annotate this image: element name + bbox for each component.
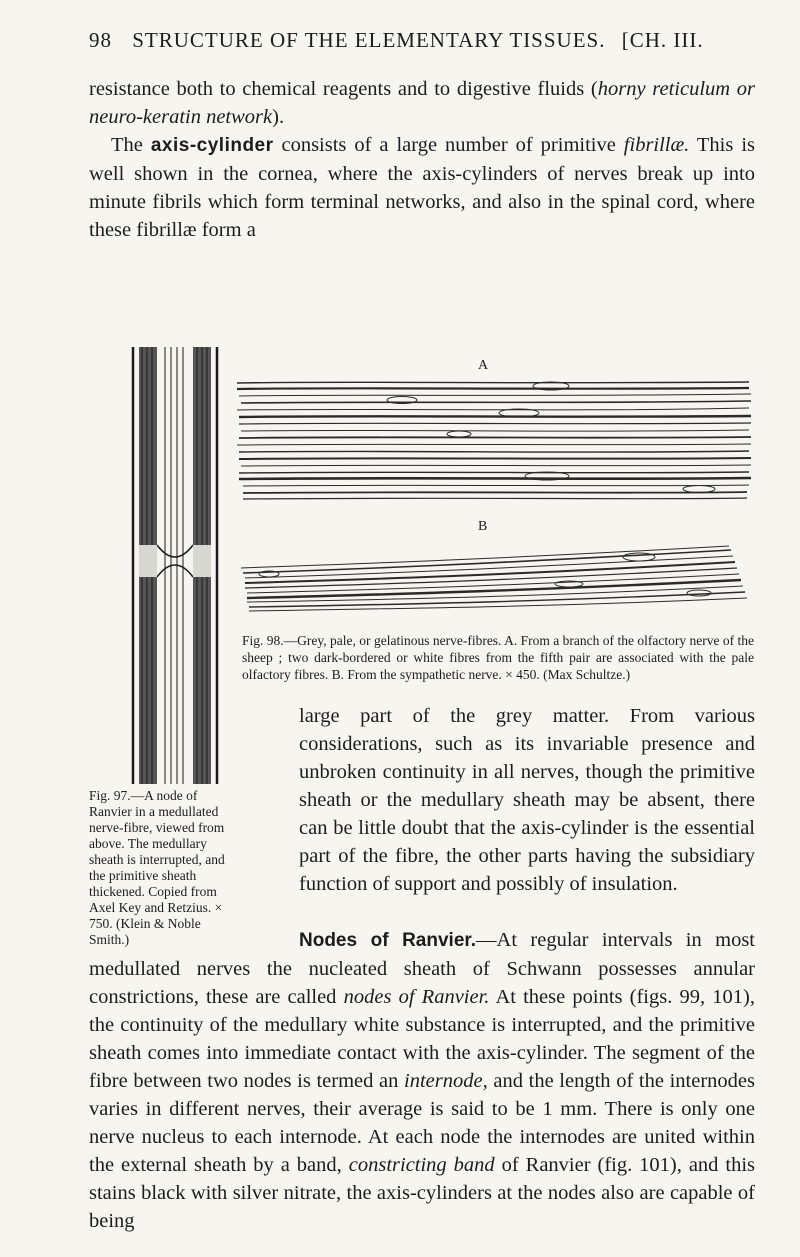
running-header (89, 28, 749, 53)
fig98-caption: Fig. 98.—Grey, pale, or gelatinous nerve-fibres. A. From a branch of the olfactory nerve of the sheep ; two dark-bordered or white fibres from the fifth pair are associated with the pale olfactory fibres. B. From the sympathetic nerve. × 450. (Max Schultze.) (242, 633, 754, 682)
paragraph-3: large part of the grey matter. From various considerations, such as its invariable presence and unbroken continuity in all nerves, though the primitive sheath or the medullary sheath may be absent, there can be little doubt that the axis-cylinder is the essential part of the fibre, the other parts having the subsidiary function of support and possibly of insulation. (299, 705, 755, 895)
paragraph-4: Nodes of Ranvier.—At regular intervals in most medullated nerves the nucleated sheath of Schwann possesses annular constrictions, these are called nodes of Ranvier. At these points (figs. 99, 101), the continuity of the medullary white substance is interrupted, and the primitive sheath comes into immediate contact with the axis-cylinder. The segment of the fibre between two nodes is termed an internode, and the length of the internodes varies in different nerves, their average is said to be 1 mm. There is only one nerve nucleus to each internode. At each node the internodes are united within the external sheath by a band, constricting band of Ranvier (fig. 101), and this stains black with silver nitrate, the axis-cylinders at the nodes also are capable of being (89, 929, 756, 1232)
fig98-illustration (229, 378, 755, 623)
fig97-nerve-fibre (133, 347, 217, 784)
paragraph-1: resistance both to chemical reagents and to digestive fluids (horny reticulum or neuro-keratin network). (89, 78, 755, 128)
fig98-label-a: A (478, 358, 489, 373)
fig97-caption: Fig. 97.—A node of Ranvier in a medullated nerve-fibre, viewed from above. The medullary sheath is interrupted, and the primitive sheath thickened. Copied from Axel Key and Retzius. × 750. (Klein & Noble Smith.) (89, 788, 225, 947)
paragraph-2: The axis-cylinder consists of a large number of primitive fibrillæ. This is well shown in the cornea, where the axis-cylinders of nerves break up into minute fibrils which form terminal networks, and also in the spinal cord, where these fibrillæ form a (89, 134, 755, 241)
page-number: 98 (89, 28, 112, 52)
running-title: STRUCTURE OF THE ELEMENTARY TISSUES. (132, 28, 606, 52)
fig98-part-b-fibres (241, 546, 747, 611)
fig97-illustration (127, 347, 222, 784)
fig98-label-b: B (478, 519, 488, 534)
fig98-part-a-fibres (237, 382, 751, 499)
chapter-label: [CH. III. (621, 28, 704, 52)
